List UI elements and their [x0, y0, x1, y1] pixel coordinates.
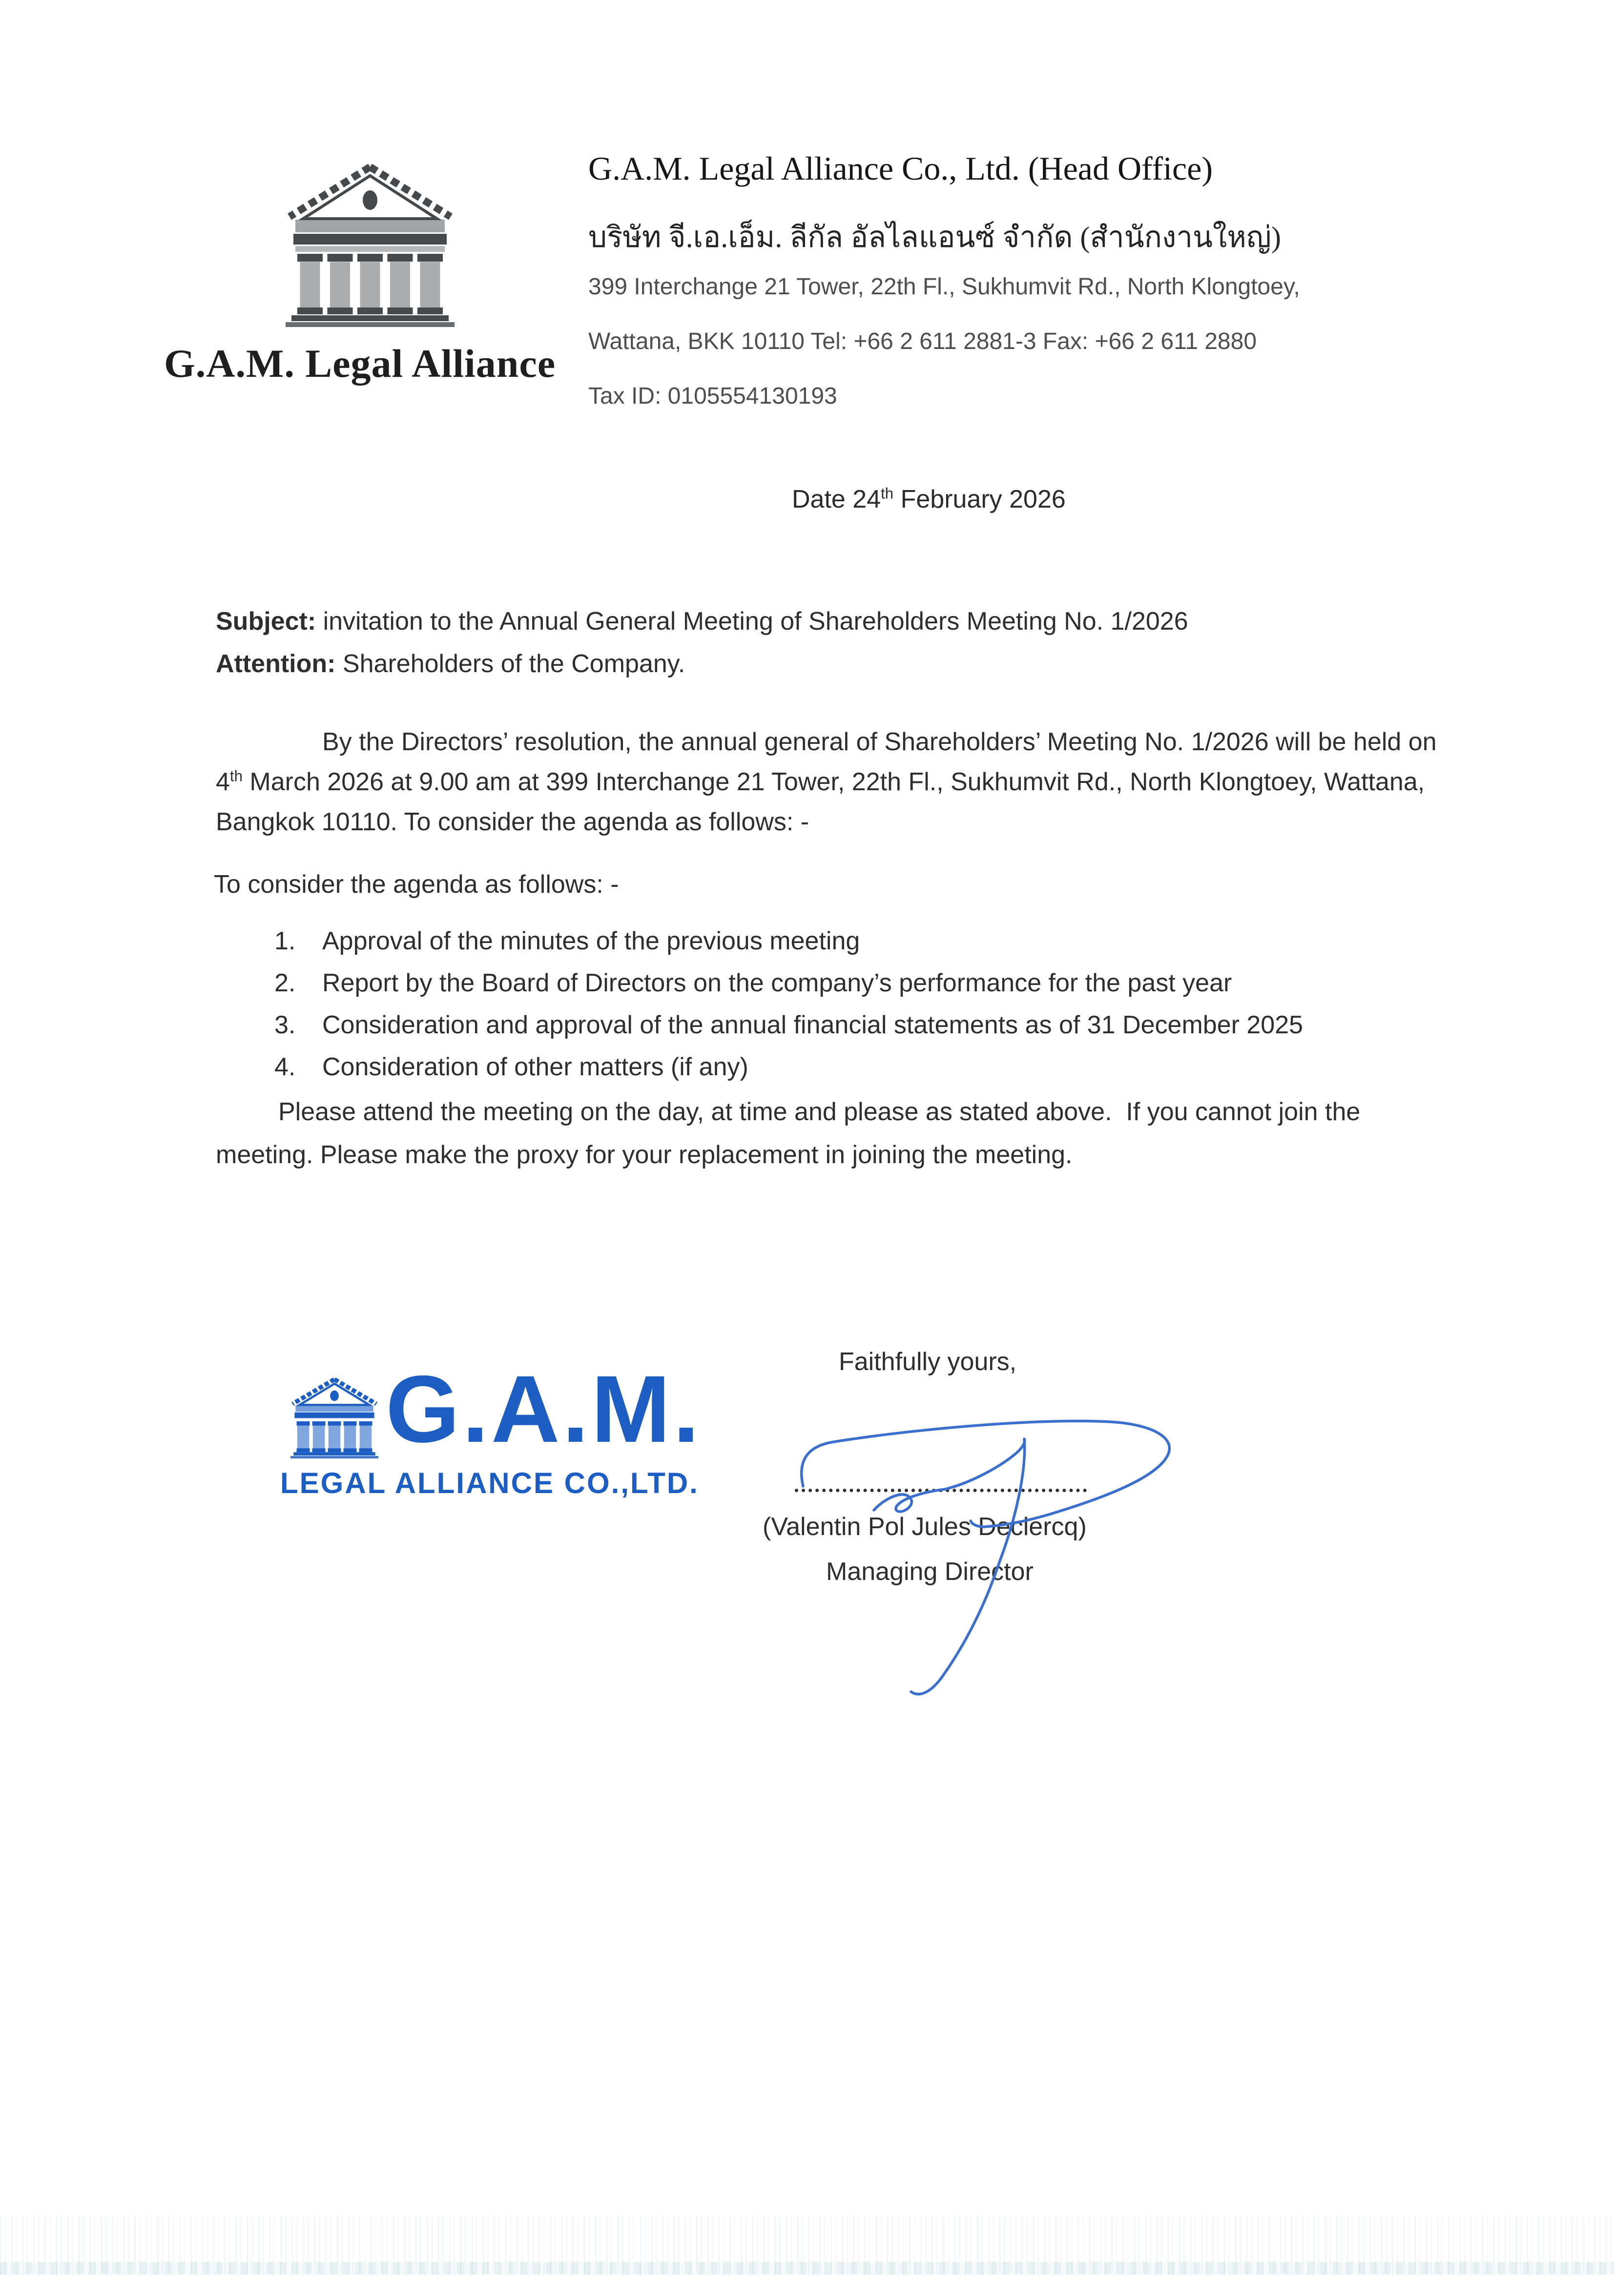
agenda-item: [274, 1052, 748, 1082]
subject-label: Subject:: [216, 607, 316, 636]
agenda-item-text: Approval of the minutes of the previous meeting: [322, 927, 860, 955]
closing-line2: meeting. Please make the proxy for your replacement in joining the meeting.: [216, 1141, 1073, 1169]
handwritten-signature: [780, 1410, 1190, 1707]
paragraph1-line3: Bangkok 10110. To consider the agenda as follows: -: [216, 808, 809, 836]
subject-line: [216, 607, 1188, 636]
paragraph1-line2-rest: March 2026 at 9.00 am at 399 Interchange 21 Tower, 22th Fl., Sukhumvit Rd., North Klongtoey, Wattana,: [242, 768, 1425, 796]
attention-label: Attention:: [216, 650, 336, 678]
agenda-item-number: 2.: [274, 969, 296, 997]
signer-name: (Valentin Pol Jules Declercq): [763, 1513, 1087, 1541]
agenda-item-number: 1.: [274, 927, 296, 955]
stamp-title: G.A.M.: [386, 1356, 702, 1462]
date-ordinal-superscript: th: [881, 485, 894, 502]
company-stamp: [278, 1356, 727, 1517]
agenda-item-text: Report by the Board of Directors on the company’s performance for the past year: [322, 969, 1232, 997]
signer-title: Managing Director: [826, 1558, 1034, 1586]
date-line: [792, 485, 1066, 514]
agenda-item-number: 3.: [274, 1011, 296, 1039]
agenda-item: [274, 926, 860, 956]
closing-line1: Please attend the meeting on the day, at time and please as stated above. If you cannot join the: [278, 1098, 1361, 1126]
paragraph1-line1: By the Directors’ resolution, the annual general of Shareholders’ Meeting No. 1/2026 will be held on: [322, 728, 1437, 756]
agenda-item-text: Consideration of other matters (if any): [322, 1053, 748, 1081]
temple-columns-icon: [285, 161, 455, 327]
attention-text: Shareholders of the Company.: [335, 650, 685, 678]
address-line-2: Wattana, BKK 10110 Tel: +66 2 611 2881-3 Fax: +66 2 611 2880: [588, 328, 1257, 354]
stamp-subtitle: LEGAL ALLIANCE CO.,LTD.: [280, 1467, 699, 1499]
company-name-english: G.A.M. Legal Alliance Co., Ltd. (Head Office): [588, 150, 1213, 187]
tax-id: Tax ID: 0105554130193: [588, 383, 837, 409]
salutation: Faithfully yours,: [839, 1348, 1017, 1376]
paragraph1-line2: [216, 767, 1425, 797]
date-text: Date 24: [792, 485, 881, 513]
attention-line: [216, 649, 685, 678]
agenda-intro: To consider the agenda as follows: -: [214, 870, 619, 899]
agenda-item-number: 4.: [274, 1053, 296, 1081]
company-name-thai: บริษัท จี.เอ.เอ็ม. ลีกัล อัลไลแอนซ์ จำกัด (สำนักงานใหญ่): [588, 221, 1281, 253]
logo-wordmark: G.A.M. Legal Alliance: [164, 341, 556, 386]
paragraph1-line2-pre: 4: [216, 768, 230, 796]
agenda-item: [274, 1010, 1303, 1040]
scan-artifact-band: [0, 2216, 1614, 2275]
date-text-rest: February 2026: [893, 485, 1066, 513]
address-line-1: 399 Interchange 21 Tower, 22th Fl., Sukhumvit Rd., North Klongtoey,: [588, 274, 1300, 300]
agenda-item-text: Consideration and approval of the annual financial statements as of 31 December 2025: [322, 1011, 1304, 1039]
paragraph1-ordinal-superscript: th: [229, 767, 243, 785]
subject-text: invitation to the Annual General Meeting of Shareholders Meeting No. 1/2026: [316, 607, 1188, 636]
agenda-item: [274, 968, 1232, 998]
stamp-temple-icon: [290, 1376, 379, 1458]
